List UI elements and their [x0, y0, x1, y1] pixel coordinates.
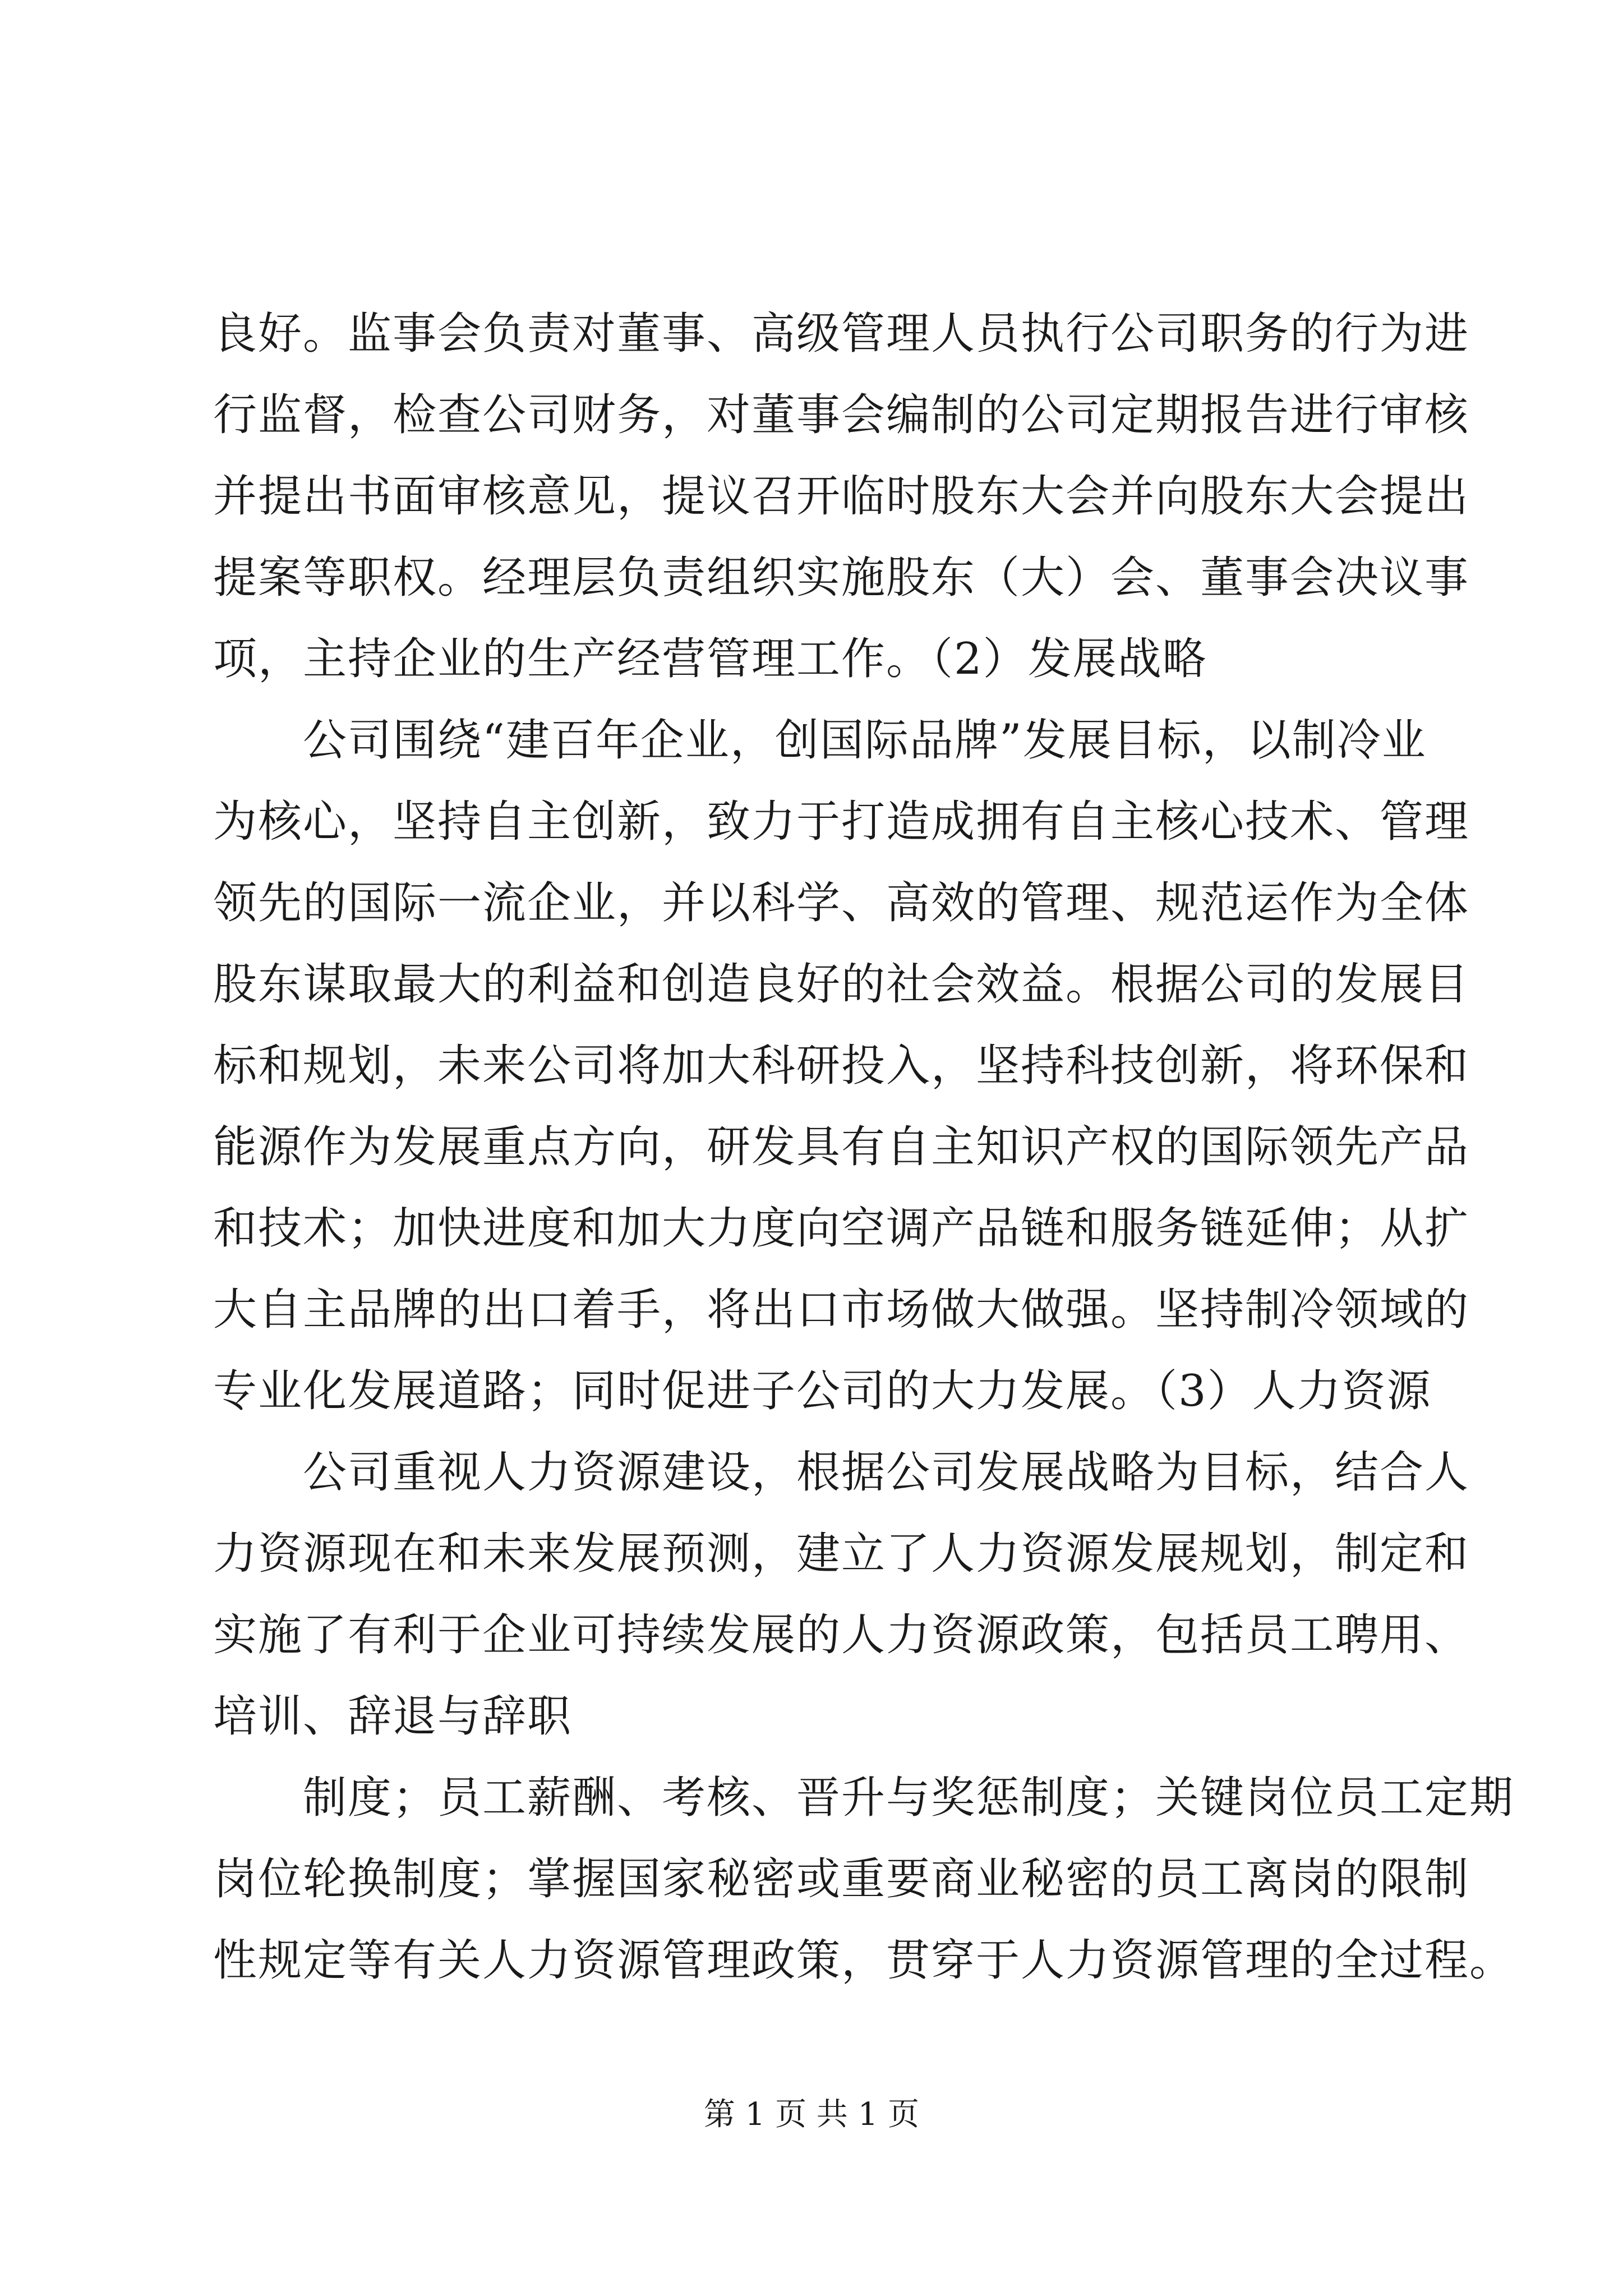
text-line: 股东谋取最大的利益和创造良好的社会效益。根据公司的发展目 — [213, 959, 1470, 1010]
paragraph-first-line: 公司重视人力资源建设，根据公司发展战略为目标，结合人 — [303, 1447, 1470, 1498]
text-line: 能源作为发展重点方向，研发具有自主知识产权的国际领先产品 — [213, 1122, 1470, 1172]
text-line: 培训、辞退与辞职 — [213, 1691, 573, 1742]
text-line: 良好。监事会负责对董事、高级管理人员执行公司职务的行为进 — [213, 309, 1470, 359]
page-number-footer: 第 1 页 共 1 页 — [703, 2096, 920, 2133]
text-line: 岗位轮换制度；掌握国家秘密或重要商业秘密的员工离岗的限制 — [213, 1854, 1470, 1904]
text-line: 为核心，坚持自主创新，致力于打造成拥有自主核心技术、管理 — [213, 797, 1470, 847]
text-line: 领先的国际一流企业，并以科学、高效的管理、规范运作为全体 — [213, 878, 1470, 928]
text-line: 并提出书面审核意见，提议召开临时股东大会并向股东大会提出 — [213, 471, 1470, 522]
text-line: 行监督，检查公司财务，对董事会编制的公司定期报告进行审核 — [213, 390, 1470, 440]
text-line: 专业化发展道路；同时促进子公司的大力发展。（3）人力资源 — [213, 1366, 1432, 1416]
text-line: 大自主品牌的出口着手，将出口市场做大做强。坚持制冷领域的 — [213, 1285, 1470, 1335]
paragraph-first-line: 制度；员工薪酬、考核、晋升与奖惩制度；关键岗位员工定期 — [303, 1773, 1515, 1823]
text-line: 实施了有利于企业可持续发展的人力资源政策，包括员工聘用、 — [213, 1610, 1470, 1660]
text-line: 提案等职权。经理层负责组织实施股东（大）会、董事会决议事 — [213, 553, 1470, 603]
paragraph-first-line: 公司围绕“建百年企业，创国际品牌”发展目标，以制冷业 — [303, 715, 1427, 766]
text-line: 力资源现在和未来发展预测，建立了人力资源发展规划，制定和 — [213, 1529, 1470, 1579]
text-line: 项，主持企业的生产经营管理工作。（2）发展战略 — [213, 634, 1207, 684]
text-line: 标和规划，未来公司将加大科研投入，坚持科技创新，将环保和 — [213, 1041, 1470, 1091]
text-line: 性规定等有关人力资源管理政策，贯穿于人力资源管理的全过程。 — [213, 1935, 1515, 1986]
text-line: 和技术；加快进度和加大力度向空调产品链和服务链延伸；从扩 — [213, 1203, 1470, 1254]
